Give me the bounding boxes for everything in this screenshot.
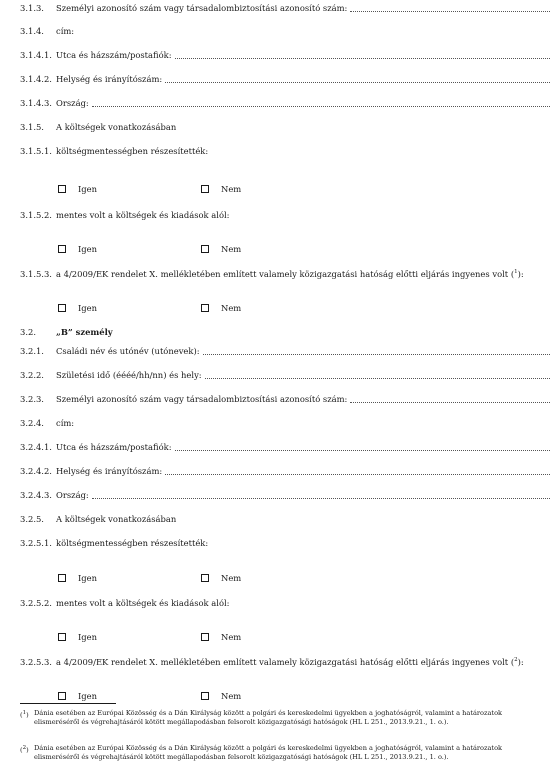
row-3-2-5-1 (20, 535, 550, 549)
option-yes[interactable] (58, 182, 97, 196)
row-label: cím: (56, 26, 75, 36)
row-3-2-4-2 (20, 463, 550, 477)
row-number: 3.2.3. (20, 394, 44, 404)
row-label: A költségek vonatkozásában (56, 122, 177, 132)
row-number: 3.2.4.3. (20, 490, 52, 500)
option-yes-label: Igen (78, 632, 98, 642)
dotted-fill-line[interactable] (165, 473, 550, 475)
row-label: költségmentességben részesítették: (56, 146, 209, 156)
option-yes-label: Igen (78, 573, 98, 583)
row-label: Születési idő (éééé/hh/nn) és hely: (56, 370, 202, 380)
option-no[interactable] (201, 182, 241, 196)
yes-no-options (58, 571, 358, 585)
footnote-ref: 1 (514, 269, 518, 276)
option-no-label: Nem (221, 184, 242, 194)
row-label: Helység és irányítószám: (56, 74, 163, 84)
row-number: 3.1.5. (20, 122, 44, 132)
option-no-label: Nem (221, 632, 242, 642)
row-label: A költségek vonatkozásában (56, 514, 177, 524)
row-3-1-5-3 (20, 266, 550, 280)
row-number: 3.1.3. (20, 3, 44, 13)
checkbox-yes[interactable] (58, 574, 66, 582)
row-label: a 4/2009/EK rendelet X. mellékletében említett valamely közigazgatási hatóság előtti eljárás ingyenes volt ($^2$): (56, 657, 524, 667)
row-number: 3.2. (20, 327, 36, 337)
dotted-fill-line[interactable] (92, 105, 550, 107)
footnote-text: Dánia esetében az Európai Közösség és a Dán Királyság között a polgári és kereskedelmi ügyekben a joghatóságról, valamint a határozatok elismeréséről és végrehajtásáról kötött megállapodásban felsorolt közigazgatósági hatóságok (HL L 251., 2013.9.21., 1. o.). (34, 744, 503, 761)
row-3-2-3 (20, 391, 550, 405)
option-yes-label: Igen (78, 303, 98, 313)
footnote-1: ($^1$) Dánia esetében az Európai Közösség és a Dán Királyság között a polgári és kereskedelmi ügyekben a joghatóságról, valamint a határozatok elismeréséről és végrehajtásáról kötött megállapodásban felsorolt közigazgatósági hatóságok (HL L 251., 2013.9.21., 1. o.). (20, 709, 534, 726)
row-label: mentes volt a költségek és kiadások alól: (56, 210, 230, 220)
checkbox-yes[interactable] (58, 304, 66, 312)
dotted-fill-line[interactable] (203, 353, 550, 355)
yes-no-options (58, 689, 358, 703)
dotted-fill-line[interactable] (175, 57, 550, 59)
row-label: cím: (56, 418, 75, 428)
row-label: Személyi azonosító szám vagy társadalombiztosítási azonosító szám: (56, 394, 348, 404)
option-yes-label: Igen (78, 691, 98, 701)
row-3-2-heading (20, 324, 550, 338)
row-number: 3.1.4.3. (20, 98, 52, 108)
option-yes[interactable] (58, 689, 97, 703)
row-3-2-1 (20, 343, 550, 357)
row-number: 3.1.4. (20, 26, 44, 36)
row-number: 3.1.5.1. (20, 146, 52, 156)
row-3-1-3 (20, 0, 550, 14)
row-label: a 4/2009/EK rendelet X. mellékletében említett valamely közigazgatási hatóság előtti eljárás ingyenes volt ($^1$): (56, 269, 524, 279)
checkbox-yes[interactable] (58, 245, 66, 253)
section-heading: „B” személy (56, 327, 113, 337)
option-no-label: Nem (221, 691, 242, 701)
footnote-mark: 1 (22, 710, 27, 716)
row-number: 3.1.5.2. (20, 210, 52, 220)
footnote-2: ($^2$) Dánia esetében az Európai Közösség és a Dán Királyság között a polgári és kereskedelmi ügyekben a joghatóságról, valamint a határozatok elismeréséről és végrehajtásáról kötött megállapodásban felsorolt közigazgatósági hatóságok (HL L 251., 2013.9.21., 1. o.). (20, 744, 534, 761)
row-number: 3.2.4.2. (20, 466, 52, 476)
dotted-fill-line[interactable] (205, 377, 550, 379)
row-number: 3.2.5. (20, 514, 44, 524)
row-3-2-5 (20, 511, 550, 525)
option-yes-label: Igen (78, 244, 98, 254)
row-label: Utca és házszám/postafiók: (56, 442, 172, 452)
checkbox-no[interactable] (201, 633, 209, 641)
row-number: 3.2.2. (20, 370, 44, 380)
footnote-ref: 2 (514, 657, 518, 664)
option-yes[interactable] (58, 242, 97, 256)
dotted-fill-line[interactable] (175, 449, 550, 451)
row-3-1-4-3 (20, 95, 550, 109)
checkbox-yes[interactable] (58, 633, 66, 641)
option-no[interactable] (201, 630, 241, 644)
option-no[interactable] (201, 301, 241, 315)
row-3-1-5-1 (20, 143, 550, 157)
footnote-text: Dánia esetében az Európai Közösség és a Dán Királyság között a polgári és kereskedelmi ügyekben a joghatóságról, valamint a határozatok elismeréséről és végrehajtásáról kötött megállapodásban felsorolt közigazgatósági hatóságok (HL L 251., 2013.9.21., 1. o.). (34, 709, 503, 726)
row-number: 3.2.5.3. (20, 657, 52, 667)
option-no-label: Nem (221, 244, 242, 254)
row-number: 3.2.4.1. (20, 442, 52, 452)
row-3-2-4 (20, 415, 550, 429)
row-number: 3.1.4.1. (20, 50, 52, 60)
yes-no-options (58, 630, 358, 644)
yes-no-options (58, 182, 358, 196)
row-3-2-4-1 (20, 439, 550, 453)
row-3-1-5 (20, 119, 550, 133)
option-yes-label: Igen (78, 184, 98, 194)
row-3-2-5-3 (20, 654, 550, 668)
row-number: 3.2.5.2. (20, 598, 52, 608)
row-number: 3.1.5.3. (20, 269, 52, 279)
dotted-fill-line[interactable] (350, 10, 550, 12)
yes-no-options (58, 301, 358, 315)
row-number: 3.1.4.2. (20, 74, 52, 84)
checkbox-yes[interactable] (58, 692, 66, 700)
row-number: 3.2.1. (20, 346, 44, 356)
footnote-mark: 2 (22, 745, 27, 751)
row-label: Ország: (56, 98, 89, 108)
row-3-1-4-1 (20, 47, 550, 61)
footnote-divider (20, 703, 116, 704)
option-yes[interactable] (58, 301, 97, 315)
option-no[interactable] (201, 242, 241, 256)
checkbox-no[interactable] (201, 574, 209, 582)
row-number: 3.2.5.1. (20, 538, 52, 548)
row-label: Ország: (56, 490, 89, 500)
option-yes[interactable] (58, 630, 97, 644)
option-no-label: Nem (221, 573, 242, 583)
row-3-1-4 (20, 23, 550, 37)
checkbox-yes[interactable] (58, 185, 66, 193)
checkbox-no[interactable] (201, 185, 209, 193)
option-no[interactable] (201, 571, 241, 585)
row-label: költségmentességben részesítették: (56, 538, 209, 548)
dotted-fill-line[interactable] (92, 497, 550, 499)
option-yes[interactable] (58, 571, 97, 585)
row-number: 3.2.4. (20, 418, 44, 428)
dotted-fill-line[interactable] (350, 401, 550, 403)
checkbox-no[interactable] (201, 304, 209, 312)
row-3-1-5-2 (20, 207, 550, 221)
row-label: Helység és irányítószám: (56, 466, 163, 476)
row-label: Személyi azonosító szám vagy társadalombiztosítási azonosító szám: (56, 3, 348, 13)
row-3-2-5-2 (20, 595, 550, 609)
row-3-2-2 (20, 367, 550, 381)
yes-no-options (58, 242, 358, 256)
option-no-label: Nem (221, 303, 242, 313)
row-label: Utca és házszám/postafiók: (56, 50, 172, 60)
checkbox-no[interactable] (201, 245, 209, 253)
dotted-fill-line[interactable] (165, 81, 550, 83)
row-label: Családi név és utónév (utónevek): (56, 346, 200, 356)
checkbox-no[interactable] (201, 692, 209, 700)
row-3-1-4-2 (20, 71, 550, 85)
row-3-2-4-3 (20, 487, 550, 501)
option-no[interactable] (201, 689, 241, 703)
row-label: mentes volt a költségek és kiadások alól: (56, 598, 230, 608)
